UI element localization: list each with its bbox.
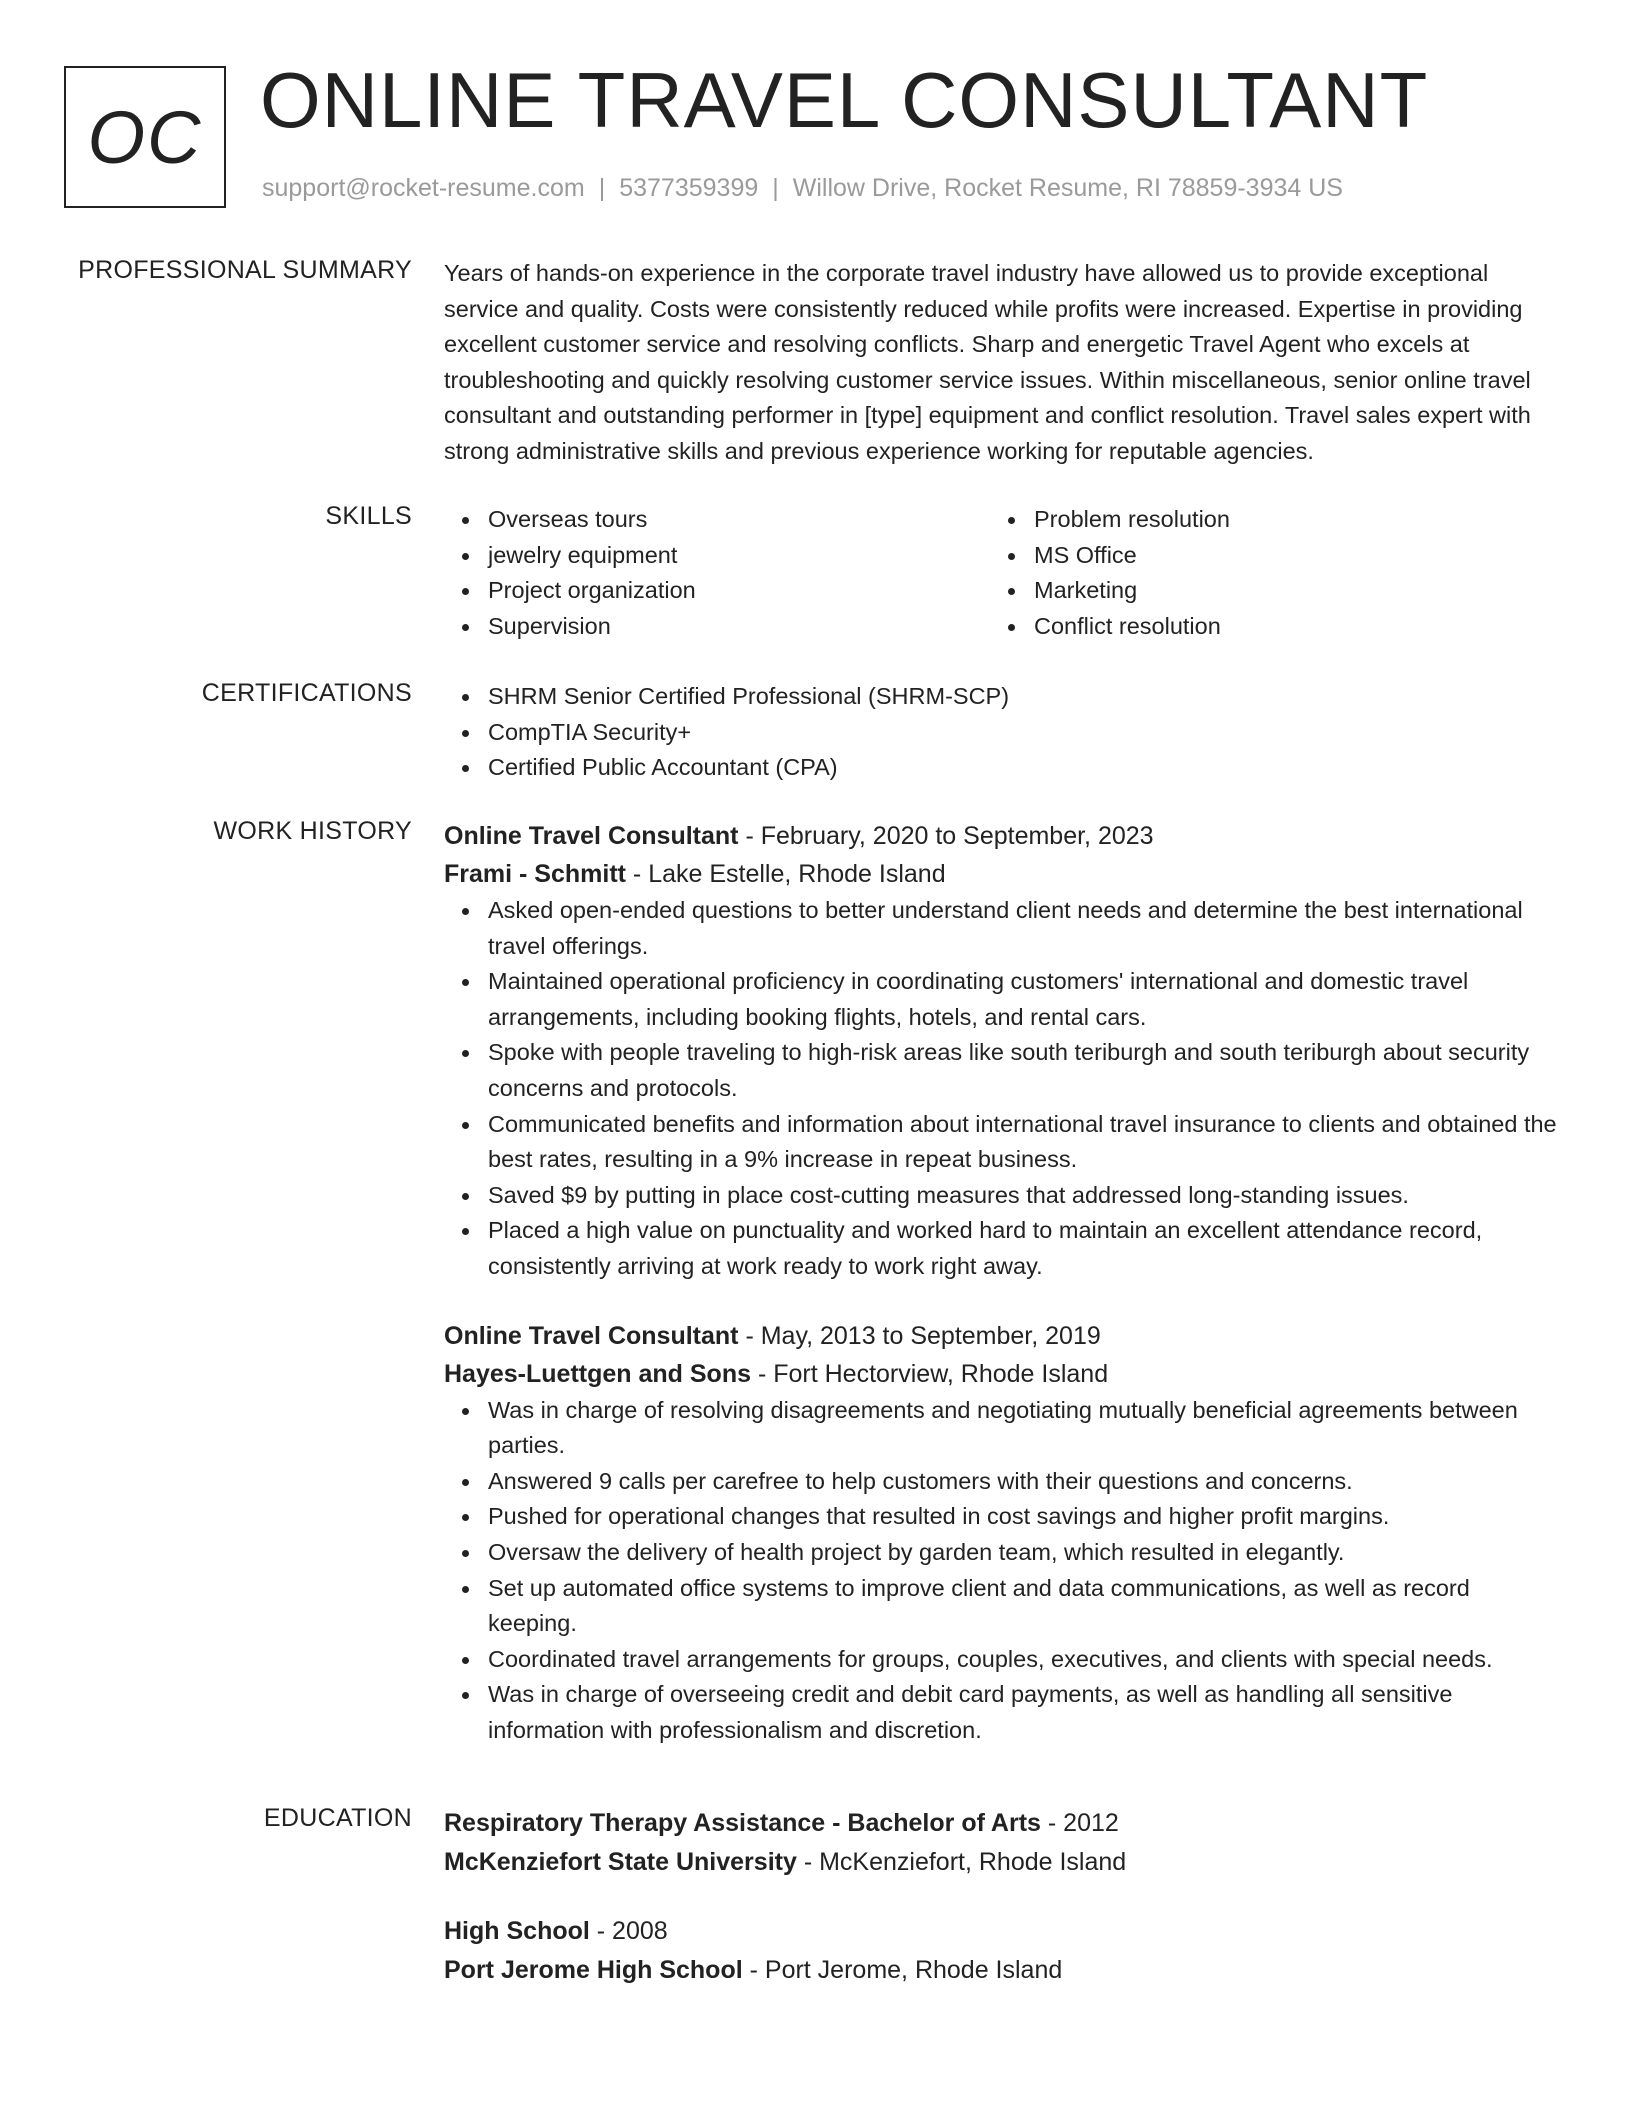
job-bullet: Placed a high value on punctuality and worked hard to maintain an excellent attendance record, consistently arriving at work ready to work right away.: [488, 1213, 1560, 1284]
job-bullet-list: [444, 1393, 1560, 1749]
skills-column-left: [444, 502, 990, 644]
education-degree-line: [444, 1804, 1560, 1843]
education-body: [444, 1804, 1560, 1990]
job-company-line: [444, 855, 1560, 893]
contact-separator: |: [598, 174, 606, 202]
job-title-line: [444, 1317, 1560, 1355]
skill-item: MS Office: [1034, 538, 1536, 574]
education-entry: [444, 1804, 1560, 1882]
education-school: McKenziefort State University: [444, 1848, 797, 1876]
job-bullet: Was in charge of overseeing credit and debit card payments, as well as handling all sensitive information with professionalism and discretion.: [488, 1677, 1560, 1748]
job-bullet: Was in charge of resolving disagreements and negotiating mutually beneficial agreements between parties.: [488, 1393, 1560, 1464]
education-degree-line: [444, 1912, 1560, 1951]
education-location: - Port Jerome, Rhode Island: [742, 1956, 1063, 1984]
skill-item: Project organization: [488, 573, 990, 609]
certification-item: SHRM Senior Certified Professional (SHRM-SCP): [488, 679, 1560, 715]
job-location: - Lake Estelle, Rhode Island: [625, 860, 946, 888]
education-degree: High School: [444, 1917, 590, 1945]
education-year: - 2008: [589, 1917, 668, 1945]
contact-address: Willow Drive, Rocket Resume, RI 78859-3934 US: [792, 174, 1343, 202]
job-bullet: Set up automated office systems to improve client and data communications, as well as record keeping.: [488, 1571, 1560, 1642]
skills-body: [444, 502, 1560, 644]
education-year: - 2012: [1040, 1809, 1119, 1837]
section-heading: PROFESSIONAL SUMMARY: [78, 256, 412, 284]
skills-column-right: [990, 502, 1536, 644]
job-dates: - February, 2020 to September, 2023: [738, 822, 1154, 850]
job-dates: - May, 2013 to September, 2019: [738, 1321, 1101, 1350]
work-history-body: [444, 817, 1560, 1748]
job-title: Online Travel Consultant: [444, 822, 739, 850]
job-bullet: Spoke with people traveling to high-risk areas like south teriburgh and south teriburgh about security concerns and protocols.: [488, 1035, 1560, 1106]
monogram-logo: OC: [64, 66, 226, 208]
skill-item: Marketing: [1034, 573, 1536, 609]
certifications-body: [444, 679, 1560, 786]
skill-item: Problem resolution: [1034, 502, 1536, 538]
education-school-line: [444, 1951, 1560, 1990]
contact-phone[interactable]: 5377359399: [619, 174, 759, 202]
job-company-line: [444, 1355, 1560, 1393]
job-bullet-list: [444, 893, 1560, 1285]
job-location: - Fort Hectorview, Rhode Island: [751, 1359, 1109, 1388]
section-heading: SKILLS: [325, 502, 412, 530]
job-company: Frami - Schmitt: [444, 860, 626, 888]
education-degree: Respiratory Therapy Assistance - Bachelor of Arts: [444, 1809, 1041, 1837]
contact-line: [262, 174, 1343, 203]
job-bullet: Pushed for operational changes that resulted in cost savings and higher profit margins.: [488, 1499, 1560, 1535]
skill-item: Conflict resolution: [1034, 609, 1536, 645]
education-school: Port Jerome High School: [444, 1956, 743, 1984]
job-bullet: Saved $9 by putting in place cost-cutting measures that addressed long-standing issues.: [488, 1178, 1560, 1214]
education-school-line: [444, 1843, 1560, 1882]
education-location: - McKenziefort, Rhode Island: [796, 1848, 1127, 1876]
skill-item: Supervision: [488, 609, 990, 645]
skills-list: [444, 502, 990, 644]
education-entry: [444, 1912, 1560, 1990]
job-title: Online Travel Consultant: [444, 1321, 739, 1350]
certification-item: Certified Public Accountant (CPA): [488, 750, 1560, 786]
job-entry: [444, 817, 1560, 1285]
skills-grid: [444, 502, 1560, 644]
certification-item: CompTIA Security+: [488, 715, 1560, 751]
skill-item: jewelry equipment: [488, 538, 990, 574]
contact-email[interactable]: support@rocket-resume.com: [262, 174, 585, 202]
candidate-title: ONLINE TRAVEL CONSULTANT: [260, 56, 1429, 144]
contact-separator: |: [772, 174, 779, 202]
summary-text: Years of hands-on experience in the corporate travel industry have allowed us to provide exceptional service and quality. Costs were consistently reduced while profits were increased. Expertise in providing excellent customer service and resolving conflicts. Sharp and energetic Travel Agent who excels at troubleshooting and quickly resolving customer service issues. Within miscellaneous, senior online travel consultant and outstanding performer in [type] equipment and conflict resolution. Travel sales expert with strong administrative skills and previous experience working for reputable agencies.: [444, 260, 1531, 464]
job-bullet: Oversaw the delivery of health project by garden team, which resulted in elegantly.: [488, 1535, 1560, 1571]
job-bullet: Communicated benefits and information about international travel insurance to clients and obtained the best rates, resulting in a 9% increase in repeat business.: [488, 1107, 1560, 1178]
section-heading: EDUCATION: [263, 1804, 412, 1832]
job-bullet: Answered 9 calls per carefree to help customers with their questions and concerns.: [488, 1464, 1560, 1500]
summary-body: [444, 256, 1560, 470]
job-title-line: [444, 817, 1560, 855]
job-bullet: Maintained operational proficiency in coordinating customers' international and domestic travel arrangements, including booking flights, hotels, and rental cars.: [488, 964, 1560, 1035]
section-heading: WORK HISTORY: [213, 817, 412, 845]
skill-item: Overseas tours: [488, 502, 990, 538]
section-heading: CERTIFICATIONS: [201, 679, 412, 707]
certifications-list: [444, 679, 1560, 786]
job-company: Hayes-Luettgen and Sons: [444, 1359, 751, 1388]
job-bullet: Asked open-ended questions to better understand client needs and determine the best international travel offerings.: [488, 893, 1560, 964]
skills-list: [990, 502, 1536, 644]
job-bullet: Coordinated travel arrangements for groups, couples, executives, and clients with special needs.: [488, 1642, 1560, 1678]
job-entry: [444, 1317, 1560, 1749]
